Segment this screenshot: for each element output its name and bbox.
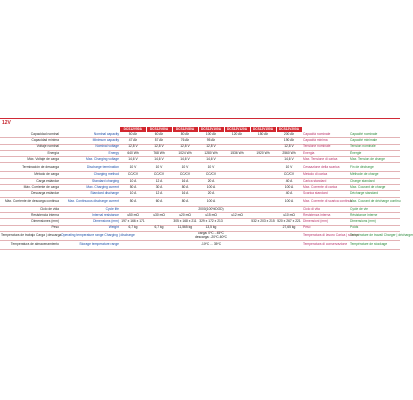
- value-cell: 80 A: [172, 185, 198, 191]
- value-cell: 520 x 267 x 221: [277, 219, 301, 224]
- value-cell: 13,5 kg: [198, 225, 224, 231]
- value-cell: 12,8 V: [120, 144, 146, 150]
- value-cell: 12 A: [146, 178, 172, 184]
- value-cell: 30 A: [146, 185, 172, 191]
- label-french: Décharge standard: [349, 191, 400, 197]
- header-cell-model: DCS12V60A: [146, 127, 172, 132]
- header-cell-model: DCS12V200A: [276, 127, 302, 132]
- value-cell: 20 A: [198, 178, 224, 184]
- label-french: Poids: [349, 225, 400, 231]
- table-row: [0, 231, 400, 240]
- value-cell: 60 Ah: [146, 132, 172, 138]
- value-cell: 16 A: [172, 191, 198, 197]
- value-cell: 1280 Wh: [198, 150, 224, 156]
- label-english: Weight: [60, 225, 120, 231]
- value-cell: [224, 163, 250, 172]
- table-row: [0, 163, 400, 172]
- value-cell: 150 Ah: [250, 132, 276, 138]
- value-cell: 100 A: [276, 185, 302, 191]
- label-italian: Max. Corrente di scarica continua: [302, 197, 349, 206]
- value-cell-merged: 2000(100%DOD): [120, 206, 302, 212]
- value-cell: CC/CV: [172, 172, 198, 178]
- label-french: Méthode de charge: [349, 172, 400, 178]
- value-cell-merged: -10ºC ... 35ºC: [120, 240, 302, 249]
- label-italian: Scarica standard: [302, 191, 349, 197]
- value-cell: 100 A: [198, 197, 224, 206]
- table-row: [0, 197, 400, 206]
- label-english: Storage temperature range: [60, 240, 120, 249]
- label-italian: Cessazione della scarica: [302, 163, 349, 172]
- value-cell: 10 V: [120, 163, 146, 172]
- value-cell: 50 A: [120, 185, 146, 191]
- label-english: Charging method: [60, 172, 120, 178]
- value-cell: 10 V: [198, 163, 224, 172]
- header-cell-model: DCS12V80A: [172, 127, 198, 132]
- value-cell: ≤12 mΩ: [224, 212, 250, 218]
- label-english: Internal resistance: [60, 212, 120, 218]
- value-cell: 12,8 V: [276, 144, 302, 150]
- label-english: Energy: [60, 150, 120, 156]
- label-spanish: Energía: [0, 150, 60, 156]
- value-cell: CC/CV: [198, 172, 224, 178]
- value-cell: 10 V: [172, 163, 198, 172]
- value-cell: 14,6 V: [120, 157, 146, 163]
- section-label: 12V: [2, 120, 11, 126]
- label-italian: Ciclo di vita: [302, 206, 349, 212]
- value-cell: 11,565 kg: [172, 225, 198, 231]
- label-spanish: Máx. Corriente de descarga continua: [0, 197, 60, 206]
- value-cell: 1536 Wh: [224, 150, 250, 156]
- label-spanish: Máx. Voltaje de carga: [0, 157, 60, 163]
- label-spanish: Máx. Corriente de carga: [0, 185, 60, 191]
- value-cell: 100 A: [276, 197, 302, 206]
- label-french: Tension nominale: [349, 144, 400, 150]
- value-cell: 200 Ah: [276, 132, 302, 138]
- label-french: Capacité nominale: [349, 132, 400, 138]
- value-cell: 2560 Wh: [276, 150, 302, 156]
- label-italian: Max. Tensione di carica: [302, 157, 349, 163]
- label-english: Nominal voltage: [60, 144, 120, 150]
- label-spanish: Capacidad mínima: [0, 138, 60, 144]
- value-cell: 50 A: [120, 197, 146, 206]
- label-french: Température de travail Charger | décharger: [349, 231, 400, 240]
- value-cell: 80 Ah: [172, 132, 198, 138]
- value-cell: 6,7 kg: [146, 225, 172, 231]
- label-italian: Capacità nominale: [302, 132, 349, 138]
- value-cell: ≤15 mΩ: [198, 212, 224, 218]
- label-italian: Temperatura di lavoro Carica | scarica: [302, 231, 349, 240]
- label-english: Max. Charging current: [60, 185, 120, 191]
- label-spanish: Dimensiones (mm): [0, 219, 60, 225]
- value-cell: 10 A: [120, 191, 146, 197]
- specifications-table: [0, 126, 413, 250]
- label-spanish: Terminación de descarga: [0, 163, 60, 172]
- value-cell: 197 x 166 x 171: [121, 219, 145, 224]
- value-cell: 14,6 V: [146, 157, 172, 163]
- value-cell: 40 A: [276, 178, 302, 184]
- value-cell: 12,8 V: [198, 144, 224, 150]
- label-french: Résistance interne: [349, 212, 400, 218]
- label-english: Minimum capacity: [60, 138, 120, 144]
- label-french: Température de stockage: [349, 240, 400, 249]
- value-cell: 12 A: [146, 191, 172, 197]
- value-cell: ≤10 mΩ: [276, 212, 302, 218]
- value-cell: ≤50 mΩ: [120, 212, 146, 218]
- value-cell: 100 A: [198, 185, 224, 191]
- label-italian: Metodo di carica: [302, 172, 349, 178]
- value-cell: 60 A: [146, 197, 172, 206]
- label-french: Max. Courant de charge: [349, 185, 400, 191]
- header-cell-model: DCS12V120A: [224, 127, 250, 132]
- value-cell: 329 x 172 x 213: [199, 219, 223, 224]
- label-italian: Max. Corrente di carica: [302, 185, 349, 191]
- label-french: Énergie: [349, 150, 400, 156]
- value-cell: 1024 Wh: [172, 150, 198, 156]
- label-french: Capacité minimale: [349, 138, 400, 144]
- value-cell: 76 Ah: [172, 138, 198, 144]
- label-italian: Energia: [302, 150, 349, 156]
- value-cell: 12,8 V: [146, 144, 172, 150]
- label-spanish: Método de carga: [0, 172, 60, 178]
- value-cell: ≤30 mΩ: [146, 212, 172, 218]
- value-cell: 47 Ah: [120, 138, 146, 144]
- value-cell: 14,6 V: [172, 157, 198, 163]
- header-cell-model: DCS12V50A: [120, 127, 146, 132]
- value-cell: 20 A: [198, 191, 224, 197]
- label-spanish: Temperatura de trabajo Carga | descarga: [0, 231, 60, 240]
- label-english: Discharge termination: [60, 163, 120, 172]
- value-cell: CC/CV: [276, 172, 302, 178]
- label-english: Cycle life: [60, 206, 120, 212]
- label-spanish: Temperatura de almacenamiento: [0, 240, 60, 249]
- label-spanish: Ciclo de vida: [0, 206, 60, 212]
- value-cell-merged: carga: 0ºC - 45ºC descarga: -20ºC-60ºC: [120, 231, 302, 240]
- value-cell: [250, 163, 276, 172]
- label-french: Cycle de vie: [349, 206, 400, 212]
- value-cell: 27,65 kg: [276, 225, 302, 231]
- label-italian: Tensione nominale: [302, 144, 349, 150]
- label-french: Charge standard: [349, 178, 400, 184]
- value-cell: [224, 197, 250, 206]
- header-cell-model: DCS12V150A: [250, 127, 276, 132]
- label-spanish: Descarga estándar: [0, 191, 60, 197]
- value-cell: 10 A: [120, 178, 146, 184]
- label-english: Dimensions (mm): [60, 219, 120, 225]
- label-english: Operating temperature range Charging | discharge: [60, 231, 120, 240]
- table-row: [0, 240, 400, 249]
- value-cell: 95 Ah: [198, 138, 224, 144]
- value-cell: CC/CV: [146, 172, 172, 178]
- label-italian: Carica standard: [302, 178, 349, 184]
- label-spanish: Capacidad nominal: [0, 132, 60, 138]
- label-italian: Dimensioni (mm): [302, 219, 349, 225]
- label-french: Fin de décharge: [349, 163, 400, 172]
- label-italian: Resistenza interna: [302, 212, 349, 218]
- value-cell: 305 x 168 x 211: [173, 219, 197, 224]
- value-cell: 14,6 V: [198, 157, 224, 163]
- label-french: Max. Courant de décharge continu: [349, 197, 400, 206]
- value-cell: 640 Wh: [120, 150, 146, 156]
- value-cell: 50 Ah: [120, 132, 146, 138]
- value-cell: 10 V: [146, 163, 172, 172]
- label-french: Max. Tension de charge: [349, 157, 400, 163]
- label-english: Standard charging: [60, 178, 120, 184]
- label-spanish: Voltaje nominal: [0, 144, 60, 150]
- value-cell: 100 Ah: [198, 132, 224, 138]
- value-cell: 6,7 kg: [120, 225, 146, 231]
- value-cell: CC/CV: [120, 172, 146, 178]
- section-divider: [0, 118, 400, 119]
- value-cell: 57 Ah: [146, 138, 172, 144]
- label-italian: Peso: [302, 225, 349, 231]
- label-spanish: Peso: [0, 225, 60, 231]
- value-cell: 14,6 V: [276, 157, 302, 163]
- label-french: Dimensions (mm): [349, 219, 400, 225]
- label-english: Max. Charging voltage: [60, 157, 120, 163]
- label-italian: Temperatura di conservazione: [302, 240, 349, 249]
- label-english: Max. Continuous discharge current: [60, 197, 120, 206]
- value-cell: 190 Ah: [276, 138, 302, 144]
- value-cell: 768 Wh: [146, 150, 172, 156]
- value-cell: [250, 197, 276, 206]
- header-cell-model: DCS12V100A: [198, 127, 224, 132]
- label-spanish: Carga estándar: [0, 178, 60, 184]
- value-cell: ≤20 mΩ: [172, 212, 198, 218]
- value-cell: 40 A: [276, 191, 302, 197]
- value-cell: 12,8 V: [172, 144, 198, 150]
- value-cell: 1920 Wh: [250, 150, 276, 156]
- table-body: [0, 131, 413, 249]
- value-cell: 16 A: [172, 178, 198, 184]
- label-english: Nominal capacity: [60, 132, 120, 138]
- value-cell: 10 V: [276, 163, 302, 172]
- label-spanish: Resistencia interna: [0, 212, 60, 218]
- label-english: Standard discharge: [60, 191, 120, 197]
- label-italian: Capacità minima: [302, 138, 349, 144]
- value-cell: 532 x 203 x 215: [251, 219, 275, 224]
- value-cell: 80 A: [172, 197, 198, 206]
- value-cell: 120 Ah: [224, 132, 250, 138]
